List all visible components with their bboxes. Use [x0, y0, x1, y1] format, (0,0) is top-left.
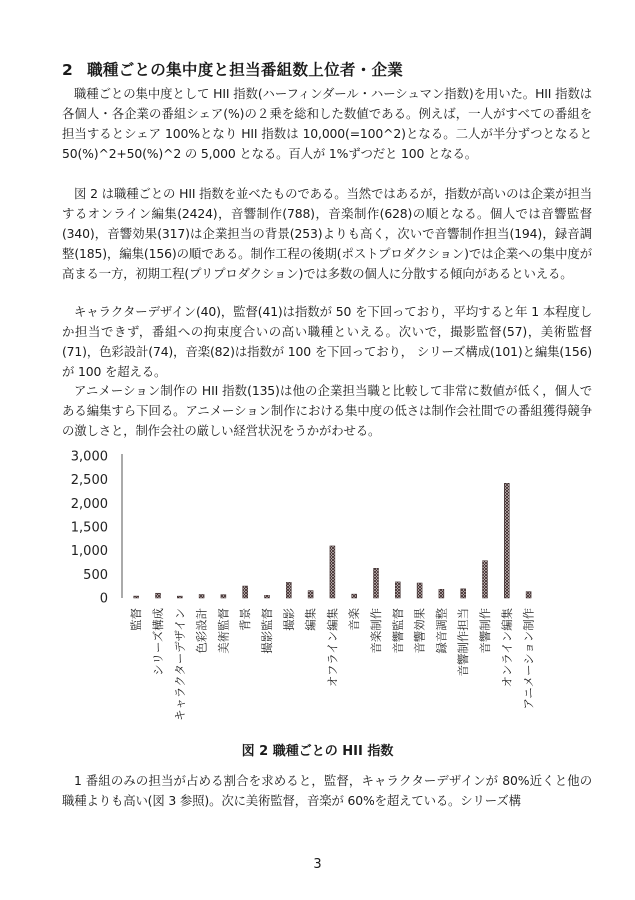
x-category-label: 編集: [303, 608, 318, 631]
bar: [417, 583, 422, 598]
section-number: 2: [62, 61, 74, 79]
y-tick-label: 1,000: [70, 544, 108, 560]
bar: [134, 596, 139, 598]
bar: [526, 592, 531, 598]
x-axis-labels: [129, 607, 535, 720]
x-category-label: キャラクターデザイン: [172, 608, 187, 721]
bar: [156, 593, 161, 598]
paragraph: 1 番組のみの担当が占める割合を求めると，監督，キャラクターデザインが 80%近くと他の職種よりも高い(図 3 参照)。次に美術監督，音楽が 60%を超えている。シリーズ構: [62, 773, 592, 808]
bar: [504, 483, 509, 598]
x-category-label: 音響制作: [478, 608, 492, 654]
x-category-label: 音楽: [347, 608, 362, 631]
bar: [286, 582, 291, 598]
x-category-label: 録音調整: [434, 608, 449, 654]
y-tick-label: 3,000: [70, 449, 108, 465]
x-category-label: オフライン編集: [325, 608, 340, 688]
y-axis: [71, 450, 122, 607]
x-category-label: シリーズ構成: [151, 608, 165, 676]
section-heading: [62, 58, 403, 80]
bar: [461, 589, 466, 598]
x-category-label: 音響効果: [412, 608, 427, 654]
bar: [221, 595, 226, 598]
hii-bar-chart: [0, 440, 635, 735]
y-tick-label: 0: [99, 591, 108, 607]
y-tick-label: 2,500: [70, 473, 108, 489]
y-tick-label: 2,000: [70, 496, 108, 512]
bar: [265, 595, 270, 598]
figure-caption: 図 2 職種ごとの HII 指数: [241, 744, 394, 759]
bar: [308, 591, 313, 598]
bar: [374, 568, 379, 598]
x-category-label: 背景: [238, 608, 253, 631]
bar: [395, 582, 400, 598]
x-category-label: オンライン編集: [499, 608, 514, 688]
bar: [352, 594, 357, 598]
bar: [439, 589, 444, 598]
x-category-label: 撮影: [281, 608, 296, 631]
y-tick-label: 1,500: [70, 520, 108, 536]
section-title: 職種ごとの集中度と担当番組数上位者・企業: [87, 61, 404, 79]
bar: [177, 596, 182, 598]
paragraph: 図 2 は職種ごとの HII 指数を並べたものである。当然ではあるが，指数が高いのは企業が担当するオンライン編集(2424)，音響制作(788)，音楽制作(628)の順となる。個人では音響監督(340)，音響効果(317)は企業担当の背景(253)よりも高く，次いで音響制作担当(194)，録音調整(185)，編集(156)の順である。制作工程の後期(ポストプロダクション)では企業への集中度が高まる一方，初期工程(プリプロダクション)では多数の個人に分散する傾向があるといえる。: [62, 186, 592, 281]
x-category-label: 音楽制作: [369, 608, 383, 654]
bar: [199, 594, 204, 598]
x-category-label: 撮影監督: [260, 608, 274, 654]
x-category-label: アニメーション制作: [521, 608, 536, 710]
bar: [243, 586, 248, 598]
x-category-label: 美術監督: [216, 608, 231, 654]
x-category-label: 音響制作担当: [456, 608, 471, 677]
x-category-label: 音響監督: [390, 608, 405, 654]
x-category-label: 監督: [129, 608, 144, 631]
x-category-label: 色彩設計: [194, 608, 209, 654]
bar: [330, 546, 335, 598]
bars: [134, 483, 531, 598]
page-number: 3: [313, 857, 322, 872]
paragraph: キャラクターデザイン(40)，監督(41)は指数が 50 を下回っており，平均すると年 1 本程度しか担当できず，番組への拘束度合いの高い職種といえる。次いで，撮影監督(57)，美術監督(71)，色彩設計(74)，音楽(82)は指数が 100 を下回っており， シリーズ構成(101)と編集(156)が 100 を超える。: [62, 304, 592, 379]
paragraph: 職種ごとの集中度として HII 指数(ハーフィンダール・ハーシュマン指数)を用いた。HII 指数は各個人・各企業の番組シェア(%)の２乗を総和した数値である。例えば，一人がすべての番組を担当するとシェア 100%となり HII 指数は 10,000(=100^2)となる。二人が半分ずつとなると 50(%)^2+50(%)^2 の 5,000 となる。百人が 1%ずつだと 100 となる。: [62, 86, 592, 161]
bar: [483, 561, 488, 598]
y-tick-label: 500: [83, 567, 108, 583]
paragraph: アニメーション制作の HII 指数(135)は他の企業担当職と比較して非常に数値が低く，個人である編集すら下回る。アニメーション制作における集中度の低さは制作会社間での番組獲得競争の激しさと，制作会社の厳しい経営状況をうかがわせる。: [62, 383, 592, 438]
